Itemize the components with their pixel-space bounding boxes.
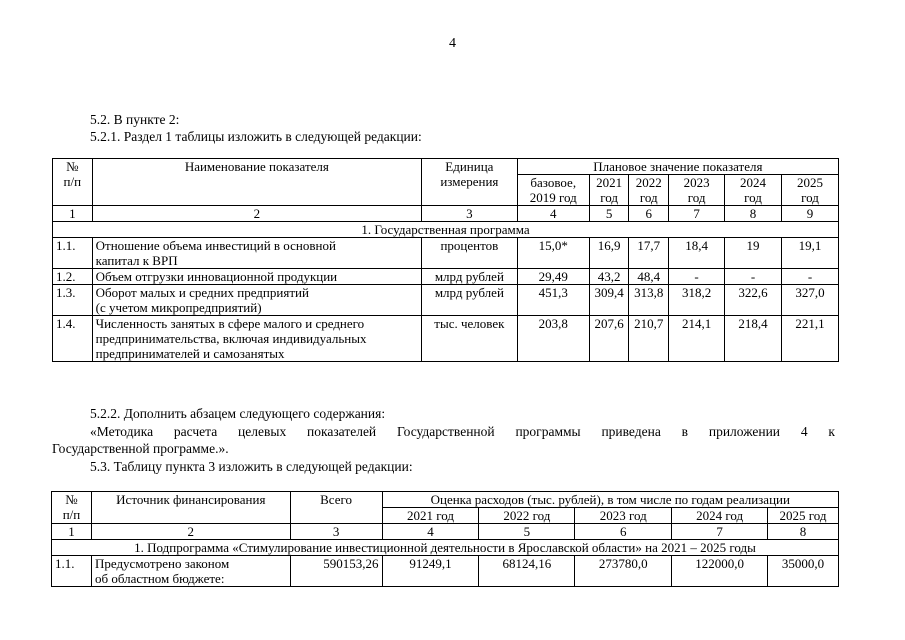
- value-2024: 19: [725, 238, 782, 269]
- table-row: [53, 269, 839, 285]
- indicator-unit: процентов: [422, 238, 518, 269]
- column-number: 2: [92, 206, 421, 222]
- header-year-2021: 2021 год: [382, 508, 479, 524]
- row-number: 1.1.: [53, 238, 93, 269]
- column-number: 4: [517, 206, 589, 222]
- header-year-2023: 2023 год: [669, 175, 725, 206]
- column-number: 7: [672, 524, 768, 540]
- header-funding-source: Источник финансирования: [91, 492, 290, 524]
- value-2023: 214,1: [669, 316, 725, 362]
- header-year-2024: 2024 год: [725, 175, 782, 206]
- paragraph-5-2-1: 5.2.1. Раздел 1 таблицы изложить в следующей редакции:: [90, 129, 422, 144]
- indicator-unit: млрд рублей: [422, 285, 518, 316]
- section-title: 1. Подпрограмма «Стимулирование инвестиционной деятельности в Ярославской области» на 2021 – 2025 годы: [52, 540, 839, 556]
- column-number: 5: [589, 206, 629, 222]
- column-number: 8: [768, 524, 839, 540]
- paragraph-5-2: 5.2. В пункте 2:: [90, 112, 180, 127]
- value-2024: 122000,0: [672, 556, 768, 587]
- table-row: [52, 556, 839, 587]
- table-row: [53, 285, 839, 316]
- row-number: 1.1.: [52, 556, 92, 587]
- header-year-base: базовое, 2019 год: [517, 175, 589, 206]
- value-2022: 17,7: [629, 238, 669, 269]
- paragraph-5-3: 5.3. Таблицу пункта 3 изложить в следующей редакции:: [90, 459, 413, 474]
- value-2022: 210,7: [629, 316, 669, 362]
- header-year-2025: 2025 год: [768, 508, 839, 524]
- value-2023: -: [669, 269, 725, 285]
- section-title: 1. Государственная программа: [53, 222, 839, 238]
- table-row: [53, 316, 839, 362]
- column-number: 1: [52, 524, 92, 540]
- value-2025: -: [781, 269, 838, 285]
- funding-source: Предусмотрено законом об областном бюджете:: [91, 556, 290, 587]
- row-number: 1.2.: [53, 269, 93, 285]
- paragraph-methodology-line1: «Методика расчета целевых показателей Государственной программы приведена в приложении 4 к: [90, 424, 835, 439]
- header-expense-estimate: Оценка расходов (тыс. рублей), в том числе по годам реализации: [382, 492, 838, 508]
- row-number: 1.3.: [53, 285, 93, 316]
- value-2021: 207,6: [589, 316, 629, 362]
- indicator-name: Оборот малых и средних предприятий (с учетом микропредприятий): [92, 285, 421, 316]
- column-number: 6: [575, 524, 672, 540]
- column-number: 9: [781, 206, 838, 222]
- table-row: [53, 238, 839, 269]
- value-2021: 91249,1: [382, 556, 479, 587]
- value-2025: 35000,0: [768, 556, 839, 587]
- header-number: № п/п: [53, 159, 93, 206]
- header-year-2024: 2024 год: [672, 508, 768, 524]
- row-number: 1.4.: [53, 316, 93, 362]
- page-number: 4: [449, 36, 456, 51]
- column-number: 4: [382, 524, 479, 540]
- value-2024: -: [725, 269, 782, 285]
- column-number: 7: [669, 206, 725, 222]
- value-2024: 322,6: [725, 285, 782, 316]
- column-number: 8: [725, 206, 782, 222]
- value-2025: 19,1: [781, 238, 838, 269]
- value-2021: 16,9: [589, 238, 629, 269]
- value-2022: 48,4: [629, 269, 669, 285]
- indicator-name: Отношение объема инвестиций в основной капитал к ВРП: [92, 238, 421, 269]
- indicator-unit: тыс. человек: [422, 316, 518, 362]
- header-unit: Единица измерения: [422, 159, 518, 206]
- header-plan-value: Плановое значение показателя: [517, 159, 838, 175]
- header-year-2022: 2022 год: [629, 175, 669, 206]
- header-year-2021: 2021 год: [589, 175, 629, 206]
- value-2025: 221,1: [781, 316, 838, 362]
- value-2023: 273780,0: [575, 556, 672, 587]
- value-2022: 68124,16: [479, 556, 575, 587]
- value-2024: 218,4: [725, 316, 782, 362]
- value-base: 15,0*: [517, 238, 589, 269]
- header-number: № п/п: [52, 492, 92, 524]
- indicator-unit: млрд рублей: [422, 269, 518, 285]
- header-year-2023: 2023 год: [575, 508, 672, 524]
- column-number: 2: [91, 524, 290, 540]
- column-number: 5: [479, 524, 575, 540]
- value-2021: 43,2: [589, 269, 629, 285]
- value-2023: 318,2: [669, 285, 725, 316]
- column-number: 3: [290, 524, 382, 540]
- value-2022: 313,8: [629, 285, 669, 316]
- column-number: 1: [53, 206, 93, 222]
- paragraph-5-2-2: 5.2.2. Дополнить абзацем следующего содержания:: [90, 406, 386, 421]
- header-year-2022: 2022 год: [479, 508, 575, 524]
- value-base: 203,8: [517, 316, 589, 362]
- value-2025: 327,0: [781, 285, 838, 316]
- paragraph-methodology-line2: Государственной программе.».: [52, 441, 229, 456]
- column-number: 6: [629, 206, 669, 222]
- indicator-name: Объем отгрузки инновационной продукции: [92, 269, 421, 285]
- value-base: 451,3: [517, 285, 589, 316]
- header-total: Всего: [290, 492, 382, 524]
- financing-table: [51, 491, 839, 587]
- column-number: 3: [422, 206, 518, 222]
- header-indicator-name: Наименование показателя: [92, 159, 421, 206]
- indicator-name: Численность занятых в сфере малого и среднего предпринимательства, включая индивидуальных предпринимателей и самозанятых: [92, 316, 421, 362]
- value-base: 29,49: [517, 269, 589, 285]
- indicators-table: [52, 158, 839, 362]
- value-2023: 18,4: [669, 238, 725, 269]
- value-total: 590153,26: [290, 556, 382, 587]
- value-2021: 309,4: [589, 285, 629, 316]
- header-year-2025: 2025 год: [781, 175, 838, 206]
